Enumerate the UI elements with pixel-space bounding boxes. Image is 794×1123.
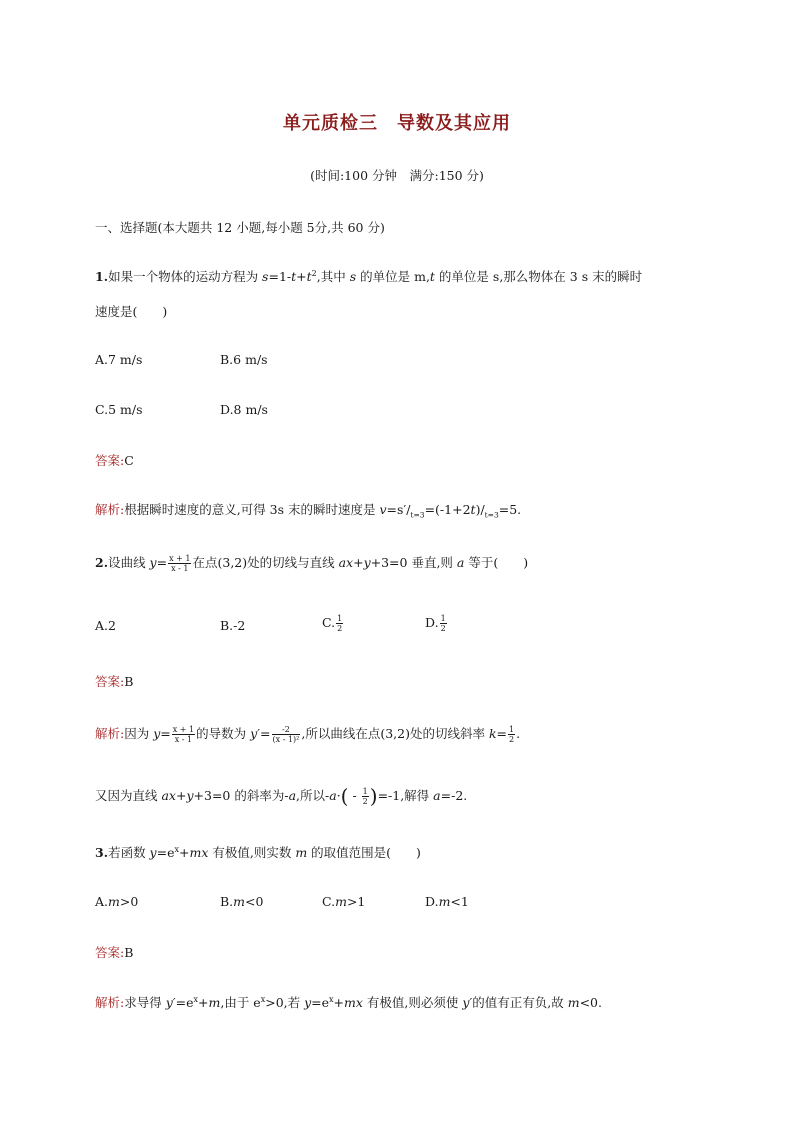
option-b: B.-2 [220, 618, 246, 633]
answer-label: 答案: [95, 945, 125, 960]
answer-2: 答案:B [95, 674, 134, 689]
analysis-label: 解析: [95, 995, 125, 1010]
fraction: $\frac{x + 1}{x - 1}$ [169, 554, 191, 573]
option-c: C.m>1 [322, 894, 366, 909]
option-a: A.m>0 [95, 894, 139, 909]
question-number: 1. [95, 269, 109, 284]
question-1-line1: 1.如果一个物体的运动方程为 $s=1-t+t^2$,其中 s 的单位是 m,t 的单位是 s,那么物体在 3 s 末的瞬时 [95, 268, 643, 284]
exam-info: (时间:100 分钟 满分:150 分) [310, 168, 484, 183]
option-d: D.m<1 [425, 894, 469, 909]
question-1-line2: 速度是( ) [95, 304, 168, 319]
fraction: $\frac{x + 1}{x - 1}$ [172, 725, 195, 744]
question-3: 3.若函数 $y=e^x+mx$ 有极值,则实数 m 的取值范围是( ) [95, 844, 421, 860]
question-number: 2. [95, 555, 109, 570]
fraction: $\frac{1}{2}$ [509, 725, 515, 744]
question-number: 3. [95, 845, 109, 860]
analysis-label: 解析: [95, 726, 125, 741]
answer-label: 答案: [95, 674, 125, 689]
analysis-1: 解析:根据瞬时速度的意义,可得 3s 末的瞬时速度是 $v=s'/_{t=3}=(-1+2t)/_{t=3}=5$. [95, 502, 522, 520]
analysis-2-line2: 又因为直线 ax+y+3=0 的斜率为-a,所以-a·( - $\frac{1}{2}$ )=-1,解得 a=-2. [95, 784, 468, 808]
answer-3: 答案:B [95, 945, 134, 960]
question-2: 2.设曲线 y= $\frac{x + 1}{x - 1}$ 在点(3,2)处的切线与直线 ax+y+3=0 垂直,则 a 等于( ) [95, 554, 529, 573]
option-b: B.6 m/s [220, 352, 268, 367]
fraction: $\frac{1}{2}$ [362, 787, 368, 806]
answer-1: 答案:C [95, 453, 134, 468]
page-title: 单元质检三 导数及其应用 [283, 113, 511, 134]
option-d: D.8 m/s [220, 402, 268, 417]
option-a: A.2 [95, 618, 116, 633]
option-d: D. $\frac{1}{2}$ [425, 614, 446, 633]
analysis-2: 解析:因为 y= $\frac{x + 1}{x - 1}$ 的导数为 y′= $\frac{-2}{\text{(x - 1)²}}$ ,所以曲线在点(3,2)处的切线斜率 k= $\frac{1}{2}$ . [95, 725, 521, 744]
analysis-label: 解析: [95, 502, 125, 517]
option-c: C. $\frac{1}{2}$ [322, 614, 343, 633]
answer-label: 答案: [95, 453, 125, 468]
fraction: $\frac{-2}{\text{(x - 1)²}}$ [272, 725, 300, 744]
option-a: A.7 m/s [95, 352, 143, 367]
fraction: $\frac{1}{2}$ [337, 614, 343, 633]
option-c: C.5 m/s [95, 402, 143, 417]
option-b: B.m<0 [220, 894, 264, 909]
fraction: $\frac{1}{2}$ [440, 614, 446, 633]
analysis-3: 解析:求导得 $y'=e^x+m$,由于 $e^x>0$,若 $y=e^x+mx$ 有极值,则必须使 y′的值有正有负,故 m<0. [95, 994, 602, 1010]
section-heading: 一、选择题(本大题共 12 小题,每小题 5分,共 60 分) [95, 220, 385, 235]
